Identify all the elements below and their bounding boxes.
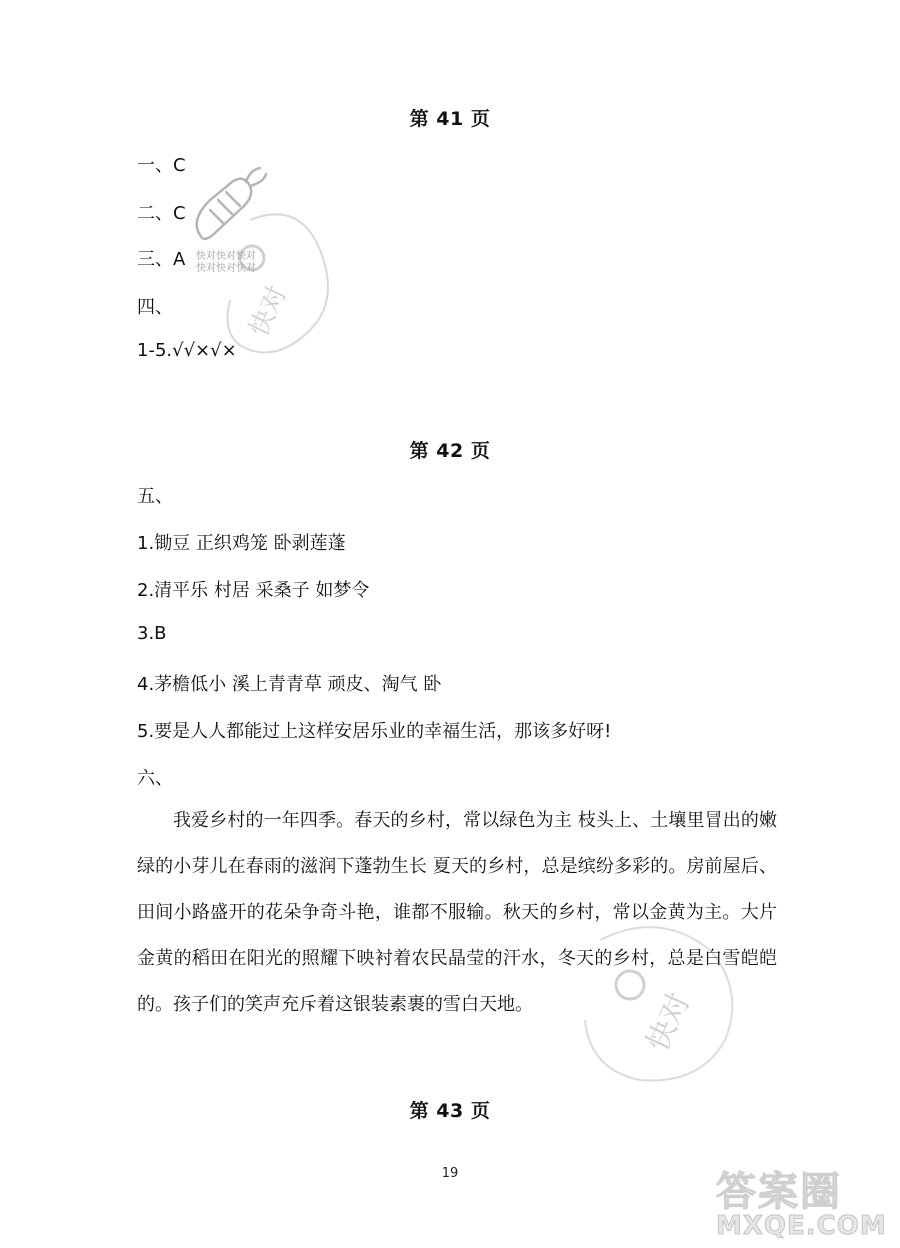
- p42-answer-1: 五、: [137, 486, 173, 507]
- page-42-heading: 第 42 页: [409, 440, 491, 462]
- p42-essay-paragraph: 我爱乡村的一年四季。春天的乡村，常以绿色为主 枝头上、土壤里冒出的嫩绿的小芽儿在春雨的滋润下蓬勃生长 夏天的乡村，总是缤纷多彩的。房前屋后、田间小路盛开的花朵争奇斗艳，谁都不服输。秋天的乡村，常以金黄为主。大片金黄的稻田在阳光的照耀下映衬着农民晶莹的汗水，冬天的乡村，总是白雪皑皑的。孩子们的笑声充斥着这银装素裹的雪白天地。: [137, 810, 777, 1015]
- watermark-stamp-text: 快对: [243, 281, 294, 342]
- watermark-blob-outline: [228, 214, 329, 352]
- watermark-small-text-1: 快对快对快对: [196, 251, 256, 262]
- watermark-stamp-text: 快对: [640, 987, 698, 1057]
- p41-answer-2: 二、C: [137, 203, 186, 224]
- page-number: 19: [441, 1166, 459, 1181]
- page-41-heading: 第 41 页: [409, 108, 491, 130]
- p41-answer-1: 一、C: [137, 155, 186, 176]
- p42-answer-2: 1.锄豆 正织鸡笼 卧剥莲蓬: [137, 533, 346, 554]
- brand-watermark: [716, 1160, 886, 1242]
- carrot-icon: [197, 168, 266, 239]
- page-43-heading: 第 43 页: [409, 1100, 491, 1122]
- p41-answer-4: 四、: [137, 297, 173, 318]
- p42-answer-5: 4.茅檐低小 溪上青青草 顽皮、淘气 卧: [137, 674, 442, 695]
- p42-answer-3: 2.清平乐 村居 采桑子 如梦令: [137, 580, 370, 601]
- p42-answer-6: 5.要是人人都能过上这样安居乐业的幸福生活，那该多好呀!: [137, 721, 612, 742]
- p41-answer-3: 三、A: [137, 249, 186, 270]
- p42-answer-4: 3.B: [137, 623, 167, 644]
- p41-answer-5: 1-5.√√×√×: [137, 340, 237, 361]
- watermark-small-text-2: 快对快对快对: [196, 263, 256, 274]
- brand-watermark-line-2: MXQE.COM: [716, 1211, 887, 1241]
- brand-watermark-line-1: 答案圈: [716, 1169, 842, 1215]
- p42-answer-7: 六、: [137, 768, 173, 789]
